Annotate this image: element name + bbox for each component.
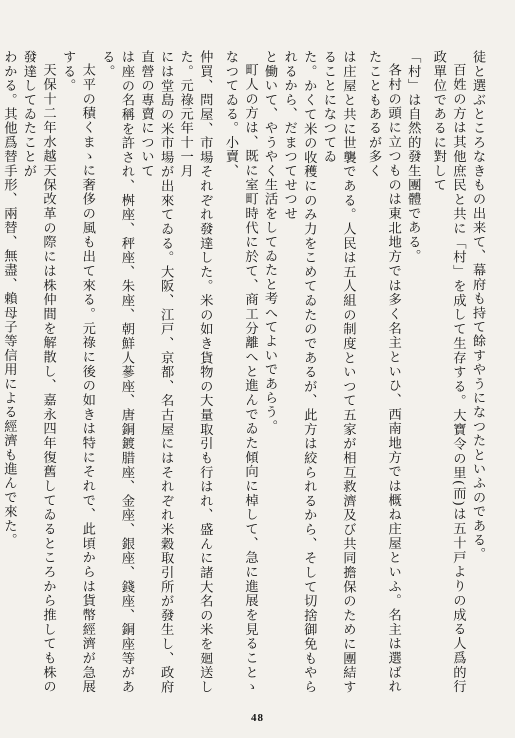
text-line: 町人の方は、既に室町時代に於て、商工分離へと進んでゐた傾向に棹して、急に進展を見ることゝなつてゐる。小賣、 — [222, 50, 258, 694]
text-line: 百姓の方は其他庶民と共に「村」を成して生存する。大寶令の里(而)は五十戸よりの成る人爲的行政單位であるに對して — [430, 50, 466, 694]
vertical-text-body — [1, 50, 487, 694]
text-line: と働いて、やうやく生活をしてゐたと考へてよいであらう。 — [262, 50, 278, 434]
text-line: 天保十二年水越天保改革の際には株仲間を解散し、嘉永四年復舊してゐるところから推しても株の發達してゐたことが — [20, 50, 56, 694]
page-number: 48 — [251, 712, 264, 724]
text-line: 徒と選ぶところなきもの出来て、幕府も持て餘すやうになつたといふのである。 — [470, 50, 485, 562]
text-line: た。かくて米の收穫にのみ力をこめてゐたのであるが、此方は絞られるから、そして切捨御免もやられるから、だまつてせつせ — [281, 50, 317, 694]
text-line: 「村」は自然的發生團體である。 — [405, 50, 421, 263]
text-line: 太平の積くまゝに奢侈の風も出て來る。元祿に後の如きは特にそれで、此頃からは貨幣經濟が急展する。 — [60, 50, 95, 694]
text-line: は座の名稱を許され、桝座、秤座、朱座、朝鮮人蔘座、唐銅鍍腊座、金座、銀座、錢座、銅座等がある。 — [99, 50, 134, 694]
text-line: 各村の頭に立つものは東北地方では多く名主といひ、西南地方では概ね庄屋といふ。名主は選ばれたこともあるが多く — [366, 50, 401, 694]
text-line: 仲買、問屋、市場それぞれ發達した。米の如き貨物の大量取引も行はれ、盛んに諸大名の米を廻送した。元祿元年十一月 — [177, 50, 213, 694]
text-line: には堂島の米市場が出來てゐる。大阪、江戸、京都、名古屋にはそれぞれ米穀取引所が發生し、政府直營の專賣について — [138, 50, 174, 694]
text-line: わかる。其他爲替手形、兩替、無盡、賴母子等信用による經濟も進んで來た。 — [1, 50, 17, 547]
text-line: は庄屋と共に世襲である。人民は五人組の制度といつて五家が相互救濟及び共同擔保のために團結することになつてゐ — [320, 50, 356, 694]
